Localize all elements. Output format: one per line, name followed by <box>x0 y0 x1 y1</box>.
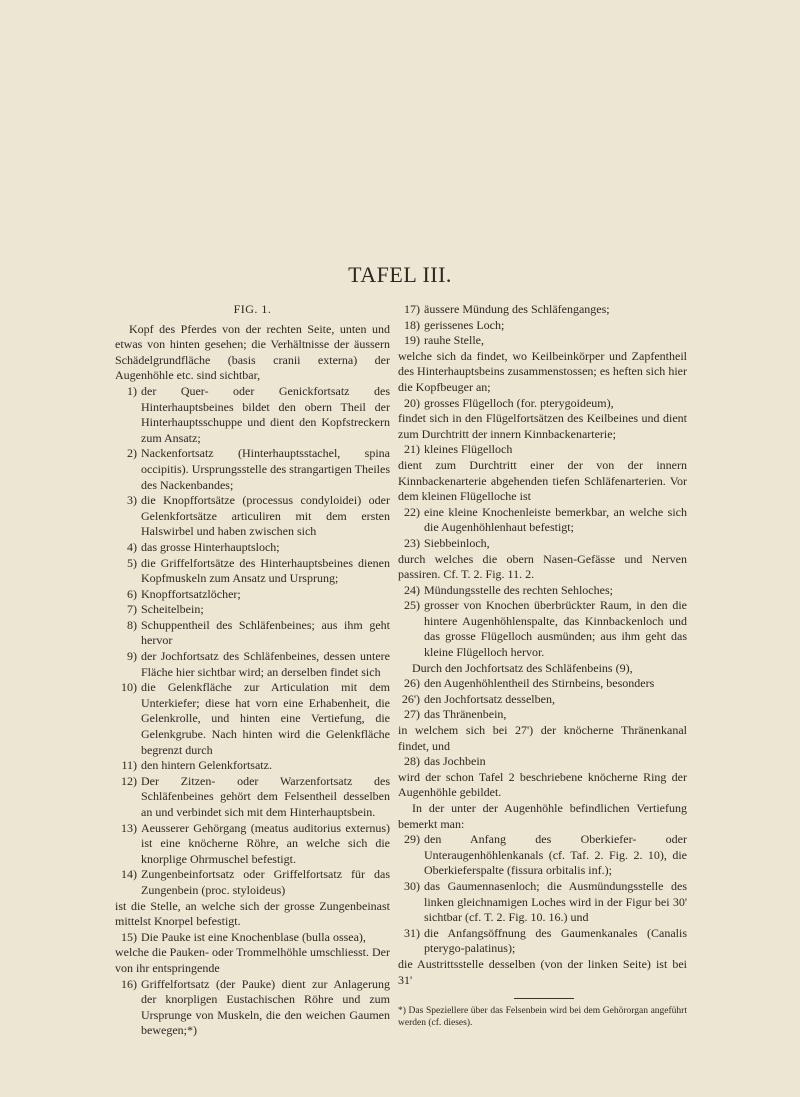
item-number: 20) <box>404 395 420 410</box>
item-number: 23) <box>404 535 420 550</box>
numbered-item <box>398 442 687 458</box>
numbered-item <box>115 540 390 556</box>
paragraph: in welchem sich bei 27') der knöcherne Thränenkanal findet, und <box>398 723 687 753</box>
item-text: den Augenhöhlentheil des Stirnbeins, besonders <box>424 676 655 691</box>
item-text: Die Pauke ist eine Knochenblase (bulla ossea), <box>141 929 366 944</box>
intro-paragraph: Kopf des Pferdes von der rechten Seite, unten und etwas von hinten gesehen; die Verhältnisse der äussern Schädelgrundfläche (basis cranii externa) der Augenhöhle etc. sind sichtbar, <box>115 321 390 383</box>
item-text: Knopffortsatzlöcher; <box>141 586 241 601</box>
item-number: 27) <box>404 707 420 722</box>
numbered-item <box>398 318 687 334</box>
item-text: Der Zitzen- oder Warzenfortsatz des Schläfenbeines gehört dem Felsentheil desselben an und verbindet sich mit dem Hinterhauptsbein. <box>141 773 390 819</box>
item-number: 16) <box>121 976 137 991</box>
paragraph: Durch den Jochfortsatz des Schläfenbeins (9), <box>412 660 633 675</box>
item-number: 24) <box>404 582 420 597</box>
item-number: 13) <box>121 820 137 835</box>
numbered-item <box>398 505 687 536</box>
item-list <box>115 384 390 899</box>
numbered-item <box>115 867 390 898</box>
item-number: 21) <box>404 442 420 457</box>
numbered-item <box>398 536 687 552</box>
footnote: *) Das Speziellere über das Felsenbein wird bei dem Gehörorgan angeführt werden (cf. dieses). <box>398 1006 687 1029</box>
numbered-item <box>398 692 687 708</box>
numbered-item <box>398 583 687 599</box>
item-text: die Gelenkfläche zur Articulation mit dem Unterkiefer; diese hat vorn eine Erhabenheit, die Gelenkrolle, und hinten eine Vertiefung, die Gelenkgrube. Nach hinten wird die Gelenkfläche begrenzt durch <box>141 680 390 757</box>
numbered-item <box>115 618 390 649</box>
item-number: 5) <box>127 555 137 570</box>
numbered-item <box>115 930 390 946</box>
item-list <box>398 505 687 552</box>
item-number: 22) <box>404 504 420 519</box>
item-text: das Gaumennasenloch; die Ausmündungsstelle des linken gleichnamigen Loches wird in der Figur bei 30' sichtbar (cf. T. 2. Fig. 10. 16.) und <box>424 878 687 925</box>
paragraph: findet sich in den Flügelfortsätzen des Keilbeines und dient zum Durchtritt der innern Kinnbackenarterie; <box>398 411 687 441</box>
numbered-item <box>398 302 687 318</box>
numbered-item <box>115 821 390 868</box>
numbered-item <box>115 493 390 540</box>
paragraph: welche die Pauken- oder Trommelhöhle umschliesst. Der von ihr entspringende <box>115 945 390 975</box>
item-text: die Griffelfortsätze des Hinterhauptsbeines dienen Kopfmuskeln zum Ansatz und Ursprung; <box>141 555 390 586</box>
item-text: Griffelfortsatz (der Pauke) dient zur Anlagerung der knorpligen Eustachischen Röhre und zum Ursprunge von Muskeln, die den weichen Gaumen bewegen;*) <box>141 976 390 1038</box>
numbered-item <box>115 758 390 774</box>
item-number: 31) <box>404 925 420 940</box>
numbered-item <box>398 832 687 879</box>
numbered-item <box>115 680 390 758</box>
left-column <box>115 302 390 1039</box>
item-number: 4) <box>127 539 137 554</box>
item-text: Aeusserer Gehörgang (meatus auditorius externus) ist eine knöcherne Röhre, an welche sich die knorplige Ohrmuschel befestigt. <box>141 820 390 866</box>
item-text: der Quer- oder Genickfortsatz des Hinterhauptsbeines bildet den obern Theil der Hinterhauptsschuppe und dient den Kopfstreckern zum Ansatz; <box>141 383 390 445</box>
item-list <box>398 754 687 770</box>
numbered-item <box>398 754 687 770</box>
numbered-item <box>398 879 687 926</box>
item-text: den Jochfortsatz desselben, <box>424 691 555 706</box>
right-column <box>398 302 687 1029</box>
numbered-item <box>115 602 390 618</box>
numbered-item <box>115 587 390 603</box>
numbered-item <box>115 649 390 680</box>
item-text: Siebbeinloch, <box>424 535 490 550</box>
item-list <box>398 676 687 723</box>
item-text: den Anfang des Oberkiefer- oder Unteraugenhöhlenkanals (cf. Taf. 2. Fig. 2. 10), die Oberkieferspalte (fissura orbitalis inf.); <box>424 832 687 878</box>
item-list <box>398 832 687 957</box>
item-text: Nackenfortsatz (Hinterhauptsstachel, spina occipitis). Ursprungsstelle des strangartigen Theiles des Nackenbandes; <box>141 446 390 492</box>
item-number: 25) <box>404 598 420 613</box>
item-number: 6) <box>127 586 137 601</box>
paragraph: ist die Stelle, an welche sich der grosse Zungenbeinast mittelst Knorpel befestigt. <box>115 898 390 929</box>
item-number: 11) <box>121 758 137 773</box>
item-text: grosses Flügelloch (for. pterygoideum), <box>424 395 614 410</box>
figure-heading: FIG. 1. <box>233 302 272 316</box>
item-text: Scheitelbein; <box>141 602 204 617</box>
item-number: 3) <box>127 493 137 508</box>
item-text: das Thränenbein, <box>424 707 507 722</box>
item-number: 9) <box>127 649 137 664</box>
item-number: 8) <box>127 617 137 632</box>
numbered-item <box>115 446 390 493</box>
paragraph: die Austrittsstelle desselben (von der linken Seite) ist bei 31' <box>398 956 687 987</box>
page-title: TAFEL III. <box>348 262 452 287</box>
item-text: gerissenes Loch; <box>424 317 505 332</box>
item-number: 7) <box>127 602 137 617</box>
item-text: den hintern Gelenkfortsatz. <box>141 758 272 773</box>
footnote-divider <box>514 998 574 999</box>
item-list <box>398 442 687 458</box>
numbered-item <box>115 556 390 587</box>
paragraph: durch welches die obern Nasen-Gefässe und Nerven passiren. Cf. T. 2. Fig. 11. 2. <box>398 551 687 582</box>
item-number: 14) <box>121 867 137 882</box>
numbered-item <box>115 774 390 821</box>
item-text: Zungenbeinfortsatz oder Griffelfortsatz für das Zungenbein (proc. styloideus) <box>141 867 390 897</box>
numbered-item <box>398 333 687 349</box>
item-text: die Anfangsöffnung des Gaumenkanales (Canalis pterygo-palatinus); <box>424 925 687 956</box>
item-text: das Jochbein <box>424 754 486 769</box>
item-text: Mündungsstelle des rechten Sehloches; <box>424 582 613 597</box>
paragraph: In der unter der Augenhöhle befindlichen Vertiefung bemerkt man: <box>398 801 687 831</box>
item-number: 30) <box>404 878 420 893</box>
numbered-item <box>398 676 687 692</box>
paragraph: wird der schon Tafel 2 beschriebene knöcherne Ring der Augenhöhle gebildet. <box>398 769 687 800</box>
numbered-item <box>115 977 390 1039</box>
numbered-item <box>398 396 687 412</box>
item-number: 1) <box>127 383 137 398</box>
item-number: 18) <box>404 317 420 332</box>
paragraph: welche sich da findet, wo Keilbeinkörper und Zapfentheil des Hinterhauptsbeins zusammenstossen; es heften sich hier die Kopfbeuger an; <box>398 348 687 394</box>
item-text: eine kleine Knochenleiste bemerkbar, an welche sich die Augenhöhlenhaut befestigt; <box>424 504 687 535</box>
item-text: Schuppentheil des Schläfenbeines; aus ihm geht hervor <box>141 617 390 648</box>
item-text: der Jochfortsatz des Schläfenbeines, dessen untere Fläche hier sichtbar wird; an derselben findet sich <box>141 649 390 679</box>
item-text: rauhe Stelle, <box>424 333 484 348</box>
item-number: 2) <box>127 446 137 461</box>
item-list <box>115 977 390 1039</box>
item-list <box>398 396 687 412</box>
item-number: 28) <box>404 754 420 769</box>
numbered-item <box>115 384 390 446</box>
item-list <box>115 930 390 946</box>
item-list <box>398 302 687 349</box>
item-number: 17) <box>404 302 420 316</box>
item-number: 15) <box>121 929 137 944</box>
item-number: 12) <box>121 773 137 788</box>
item-list <box>398 583 687 661</box>
item-text: kleines Flügelloch <box>424 442 513 457</box>
numbered-item <box>398 926 687 957</box>
item-number: 26) <box>404 676 420 691</box>
numbered-item <box>398 707 687 723</box>
item-text: die Knopffortsätze (processus condyloidei) oder Gelenkfortsätze articuliren mit dem ersten Halswirbel und haben zwischen sich <box>141 493 390 539</box>
item-text: das grosse Hinterhauptsloch; <box>141 539 280 554</box>
paragraph: dient zum Durchtritt einer der von der innern Kinnbackenarterie abgehenden tiefen Schläfenarterien. Vor dem kleinen Flügelloche ist <box>398 457 687 504</box>
item-text: grosser von Knochen überbrückter Raum, in den die hintere Augenhöhlenspalte, das Kinnbackenloch und das grosse Flügelloch ausmünden; aus ihm geht das kleine Flügelloch hervor. <box>424 598 687 660</box>
item-number: 26') <box>401 691 420 706</box>
item-text: äussere Mündung des Schläfenganges; <box>424 302 610 316</box>
item-number: 29) <box>404 832 420 847</box>
numbered-item <box>398 598 687 660</box>
item-number: 19) <box>404 333 420 348</box>
item-number: 10) <box>121 680 137 695</box>
